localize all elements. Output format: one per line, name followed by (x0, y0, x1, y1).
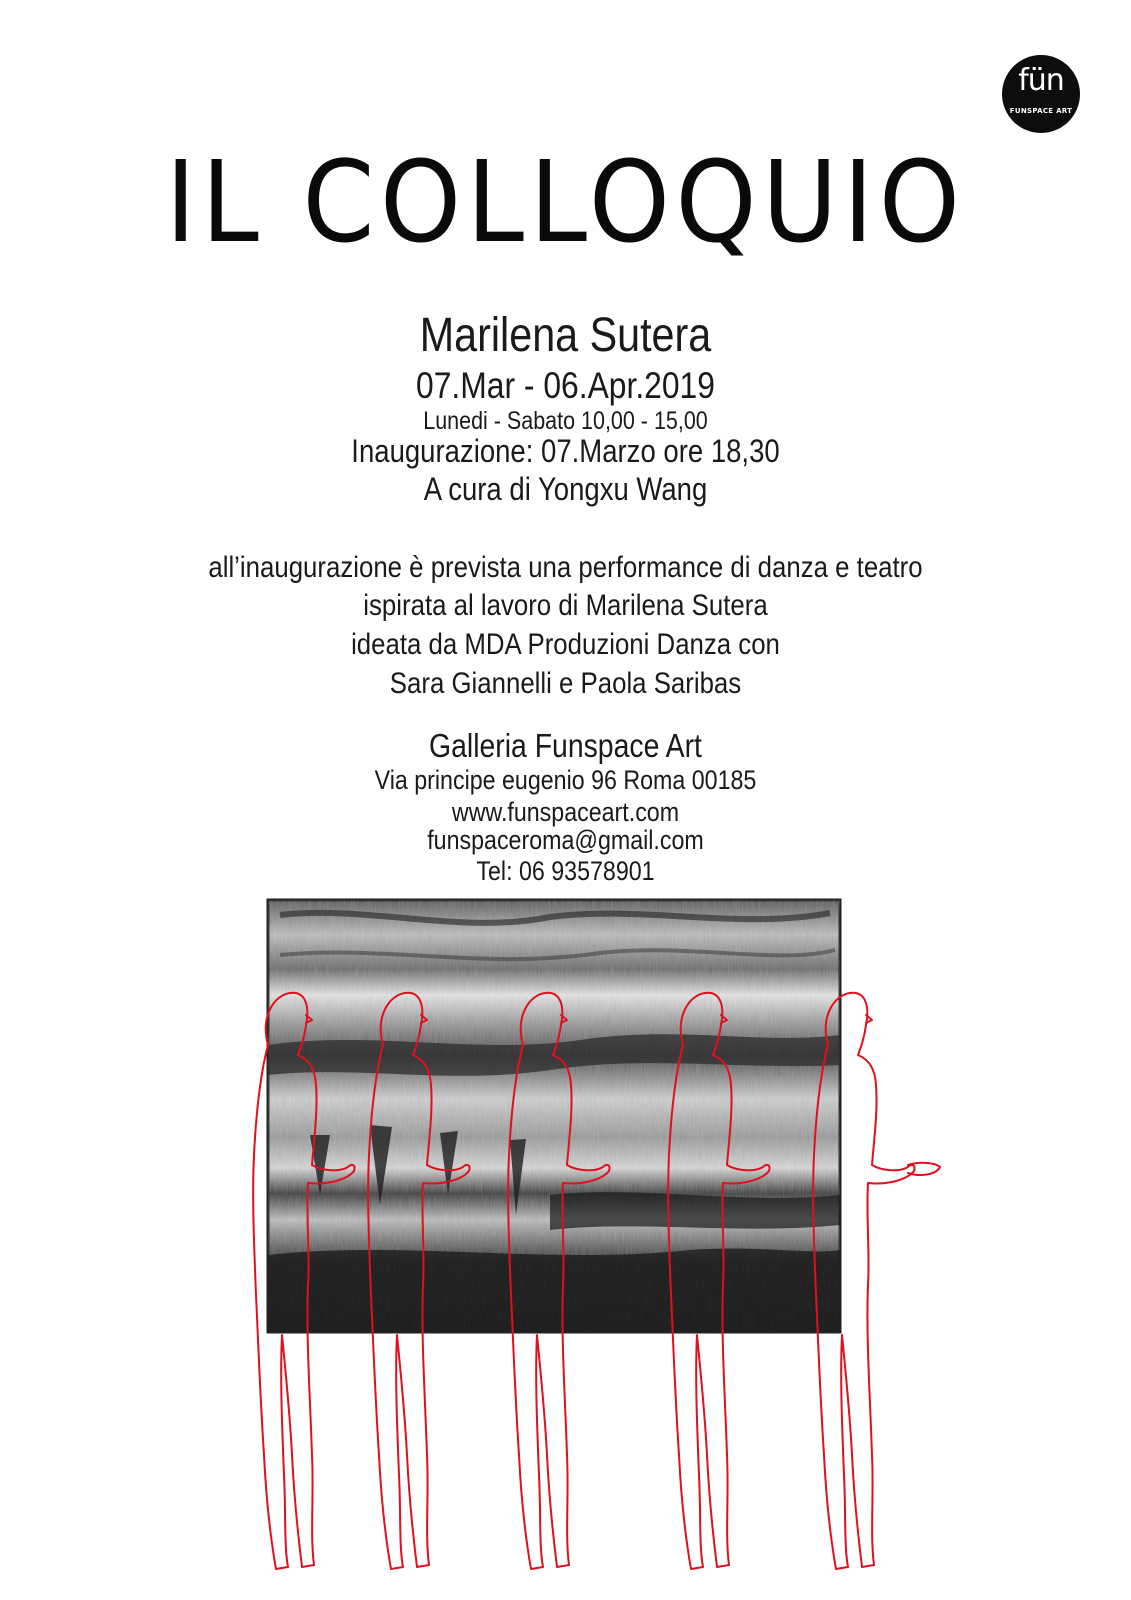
opening-hours: Lunedi - Sabato 10,00 - 15,00 (423, 407, 708, 435)
performance-line: all’inaugurazione è prevista una performance di danza e teatro (208, 551, 923, 584)
gallery-name: Galleria Funspace Art (429, 727, 702, 764)
performance-line: Sara Giannelli e Paola Saribas (389, 667, 742, 700)
exhibition-dates: 07.Mar - 06.Apr.2019 (416, 365, 715, 406)
logo-name: FUNSPACE ART (1009, 107, 1073, 115)
gallery-email: funspaceroma@gmail.com (427, 825, 704, 855)
gallery-phone: Tel: 06 93578901 (476, 856, 655, 886)
artwork-illustration (220, 895, 965, 1585)
opening-night: Inaugurazione: 07.Marzo ore 18,30 (351, 433, 780, 469)
gallery-address: Via principe eugenio 96 Roma 00185 (374, 765, 757, 795)
curator: A cura di Yongxu Wang (423, 471, 708, 507)
funspace-logo-icon (1002, 55, 1080, 133)
logo-mark: fün (1018, 63, 1064, 98)
performance-line: ispirata al lavoro di Marilena Sutera (363, 589, 768, 622)
artist-name: Marilena Sutera (419, 309, 712, 362)
performance-line: ideata da MDA Produzioni Danza con (351, 628, 780, 661)
gallery-website: www.funspaceart.com (451, 797, 680, 827)
etching-plate (268, 900, 840, 1332)
exhibition-title: IL COLLOQUIO (165, 138, 966, 268)
